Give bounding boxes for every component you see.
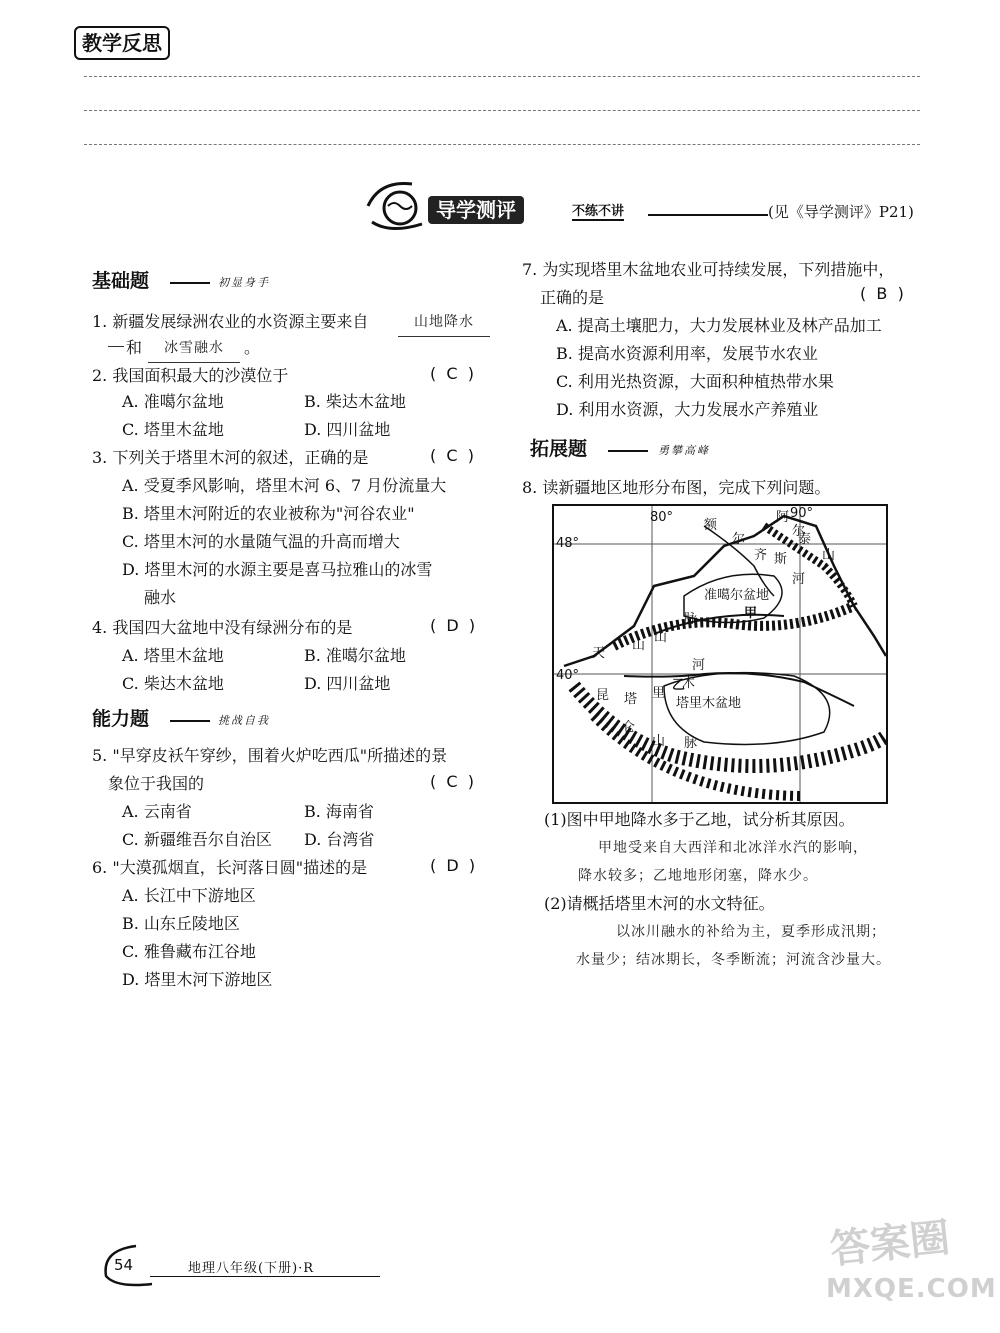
map-label-kunlun-1: 昆 <box>596 688 610 703</box>
section-basic-title: 基础题 <box>92 270 150 292</box>
q7-stem-line2: 正确的是 <box>540 288 605 307</box>
q5-option-b: B. 海南省 <box>304 802 374 821</box>
q3-option-c: C. 塔里木河的水量随气温的升高而增大 <box>122 532 400 551</box>
q1-answer-1: 山地降水 <box>398 308 490 337</box>
map-lon-80: 80° <box>650 510 674 525</box>
reflection-badge: 教学反思 <box>74 26 170 60</box>
xinjiang-terrain-map <box>552 504 888 804</box>
q4-stem: 4. 我国四大盆地中没有绿洲分布的是 <box>92 618 353 637</box>
footer-book-title: 地理八年级(下册)·R <box>188 1261 315 1276</box>
q2-option-d: D. 四川盆地 <box>304 420 391 439</box>
map-label-kunlun-3: 山 <box>652 734 666 749</box>
map-lat-40: 40° <box>556 668 580 683</box>
q5-option-d: D. 台湾省 <box>304 830 375 849</box>
reflection-line <box>84 110 920 111</box>
q7-stem-line1: 7. 为实现塔里木盆地农业可持续发展，下列措施中， <box>522 260 895 279</box>
map-lat-48: 48° <box>556 536 580 551</box>
q3-answer-paren: ( C ) <box>430 446 475 465</box>
section-basic-bar <box>170 282 210 284</box>
map-label-altai-3: 泰 <box>798 532 812 547</box>
q5-option-a: A. 云南省 <box>122 802 192 821</box>
q6-option-d: D. 塔里木河下游地区 <box>122 970 273 989</box>
q2-option-c: C. 塔里木盆地 <box>122 420 224 439</box>
map-label-jia: 甲 <box>744 606 758 621</box>
q1-answer-2: 冰雪融水 <box>148 334 240 363</box>
q5-stem-line2: 象位于我国的 <box>108 774 205 793</box>
section-extend-subtitle: 勇攀高峰 <box>658 444 710 457</box>
page-number: 54 <box>114 1256 134 1274</box>
q5-option-c: C. 新疆维吾尔自治区 <box>122 830 272 849</box>
section-ability-title: 能力题 <box>92 708 150 730</box>
section-basic-subtitle: 初显身手 <box>218 276 270 289</box>
map-label-tianshan-3: 山 <box>654 630 668 645</box>
q4-option-a: A. 塔里木盆地 <box>122 646 224 665</box>
q8-answer1-line2: 降水较多；乙地地形闭塞，降水少。 <box>578 868 818 884</box>
q6-option-c: C. 雅鲁藏布江谷地 <box>122 942 256 961</box>
q5-stem-line1: 5. "早穿皮袄午穿纱，围着火炉吃西瓜"所描述的景 <box>92 746 448 765</box>
q8-sub1: (1)图中甲地降水多于乙地，试分析其原因。 <box>544 810 855 829</box>
map-label-tarim-river-4: 河 <box>692 658 706 673</box>
q8-answer2-line1: 以冰川融水的补给为主，夏季形成汛期； <box>616 924 886 940</box>
map-label-tarim-river-2: 里 <box>652 686 666 701</box>
q7-option-a: A. 提高土壤肥力，大力发展林业及林产品加工 <box>556 316 882 335</box>
q2-answer: C <box>446 364 458 383</box>
footer-rule <box>150 1276 380 1277</box>
q3-option-d-cont: 融水 <box>144 588 177 607</box>
q4-option-b: B. 准噶尔盆地 <box>304 646 406 665</box>
q8-answer1-line1: 甲地受来自大西洋和北冰洋水汽的影响， <box>598 840 868 856</box>
q7-option-d: D. 利用水资源，大力发展水产养殖业 <box>556 400 819 419</box>
map-label-irtysh-3: 齐 <box>754 548 768 563</box>
map-label-irtysh-5: 河 <box>792 572 806 587</box>
q3-option-b: B. 塔里木河附近的农业被称为"河谷农业" <box>122 504 415 523</box>
q7-option-b: B. 提高水资源利用率，发展节水农业 <box>556 344 818 363</box>
map-label-yi: 乙 <box>672 678 686 693</box>
q1-blank-lead <box>108 346 124 347</box>
map-label-tarim-basin: 塔里木盆地 <box>676 696 742 711</box>
q6-option-a: A. 长江中下游地区 <box>122 886 256 905</box>
map-label-tarim-river-1: 塔 <box>624 692 638 707</box>
q7-answer: B <box>876 284 888 303</box>
map-label-irtysh-4: 斯 <box>774 552 788 567</box>
q3-answer: C <box>446 446 458 465</box>
map-label-tianshan-2: 山 <box>632 638 646 653</box>
q3-stem: 3. 下列关于塔里木河的叙述，正确的是 <box>92 448 369 467</box>
tianshan-mountains <box>614 606 854 646</box>
section-ability-subtitle: 挑战自我 <box>218 714 270 727</box>
q6-option-b: B. 山东丘陵地区 <box>122 914 240 933</box>
map-label-tianshan-4: 脉 <box>684 612 698 627</box>
banner-title: 导学测评 <box>428 196 524 224</box>
q6-answer-paren: ( D ) <box>430 856 476 875</box>
q5-answer: C <box>446 772 458 791</box>
q5-answer-paren: ( C ) <box>430 772 475 791</box>
q8-answer2-line2: 水量少；结冰期长，冬季断流；河流含沙量大。 <box>576 952 891 968</box>
map-label-irtysh-1: 额 <box>704 518 718 533</box>
q8-sub2: (2)请概括塔里木河的水文特征。 <box>544 894 775 913</box>
reflection-line <box>84 144 920 145</box>
map-label-kunlun-4: 脉 <box>684 736 698 751</box>
q2-answer-paren: ( C ) <box>430 364 475 383</box>
q8-stem: 8. 读新疆地区地形分布图，完成下列问题。 <box>522 478 831 497</box>
banner-tagline: 不练不讲 <box>572 200 624 221</box>
q6-answer: D <box>446 856 459 875</box>
banner-reference: (见《导学测评》P21) <box>768 203 914 221</box>
q3-option-d: D. 塔里木河的水源主要是喜马拉雅山的冰雪 <box>122 560 433 579</box>
q7-option-c: C. 利用光热资源，大面积种植热带水果 <box>556 372 834 391</box>
q4-option-d: D. 四川盆地 <box>304 674 391 693</box>
watermark-domain: MXQE.COM <box>826 1274 997 1304</box>
map-label-junggar-basin: 准噶尔盆地 <box>704 588 770 603</box>
q1-stem: 1. 新疆发展绿洲农业的水资源主要来自 <box>92 312 369 331</box>
section-ability-bar <box>170 720 210 722</box>
q7-answer-paren: ( B ) <box>860 284 904 303</box>
q6-stem: 6. "大漠孤烟直，长河落日圆"描述的是 <box>92 858 368 877</box>
map-label-irtysh-2: 尔 <box>732 532 746 547</box>
map-label-altai-4: 山 <box>822 548 836 563</box>
q4-answer: D <box>446 616 459 635</box>
watermark-logo: 答案圈 <box>827 1214 953 1274</box>
map-label-altai-2: 尔 <box>792 524 806 539</box>
map-label-kunlun-2: 仑 <box>622 720 636 735</box>
banner-rule <box>648 214 768 216</box>
q3-option-a: A. 受夏季风影响，塔里木河 6、7 月份流量大 <box>122 476 447 495</box>
map-label-altai-1: 阿 <box>776 510 790 525</box>
q4-option-c: C. 柴达木盆地 <box>122 674 224 693</box>
q2-option-a: A. 准噶尔盆地 <box>122 392 224 411</box>
map-label-tianshan-1: 天 <box>592 646 606 661</box>
q1-end: 。 <box>244 338 261 357</box>
q2-option-b: B. 柴达木盆地 <box>304 392 406 411</box>
q2-stem: 2. 我国面积最大的沙漠位于 <box>92 366 289 385</box>
reflection-line <box>84 76 920 77</box>
map-lon-90: 90° <box>790 506 814 521</box>
section-extend-title: 拓展题 <box>530 438 588 460</box>
section-extend-bar <box>608 450 648 452</box>
map-label-tarim-river-3: 木 <box>682 676 696 691</box>
q4-answer-paren: ( D ) <box>430 616 476 635</box>
q1-and: 和 <box>126 338 143 357</box>
